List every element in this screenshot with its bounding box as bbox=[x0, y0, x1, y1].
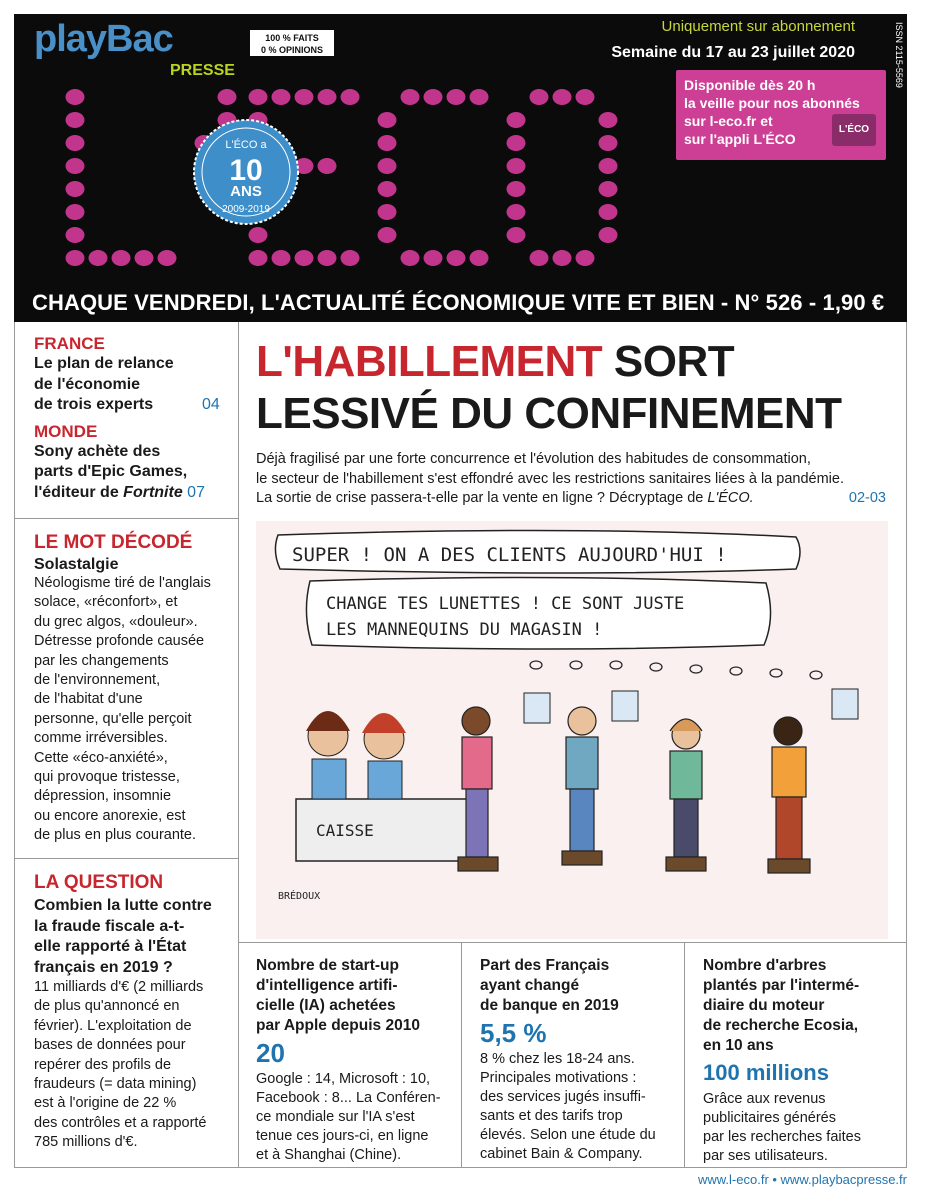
masthead bbox=[14, 14, 907, 322]
title-dot bbox=[89, 250, 108, 266]
title-dot bbox=[295, 89, 314, 105]
title-dot bbox=[272, 89, 291, 105]
title-dot bbox=[424, 250, 443, 266]
stat-question bbox=[256, 956, 454, 1036]
title-dot bbox=[249, 227, 268, 243]
subscription-note: Uniquement sur abonnement bbox=[661, 18, 855, 35]
title-dot bbox=[424, 89, 443, 105]
title-dot bbox=[318, 89, 337, 105]
title-dot bbox=[66, 158, 85, 174]
sidebar-question bbox=[34, 872, 234, 1153]
title-dot bbox=[447, 89, 466, 105]
answer-line: fraudeurs (= data mining) bbox=[34, 1076, 197, 1093]
stat-box-apple bbox=[256, 956, 454, 1165]
promo-line: sur l'appli L'ÉCO bbox=[684, 131, 796, 147]
answer-line: 11 milliards d'€ (2 milliards bbox=[34, 979, 204, 995]
france-headline-line: de trois experts 04 bbox=[34, 395, 234, 416]
france-page-number: 04 bbox=[202, 396, 220, 413]
stat-detail-line: par ses utilisateurs. bbox=[703, 1148, 828, 1164]
answer-line: février). L'exploitation de bbox=[34, 1017, 192, 1034]
title-dot bbox=[576, 250, 595, 266]
title-dot bbox=[66, 227, 85, 243]
stat-box-bank bbox=[480, 956, 678, 1164]
answer-line: de plus qu'annoncé en bbox=[34, 998, 180, 1015]
sidebar-divider bbox=[14, 518, 238, 519]
title-dot bbox=[66, 135, 85, 151]
promo-line: la veille pour nos abonnés bbox=[684, 95, 860, 111]
title-dot bbox=[378, 227, 397, 243]
answer-line: bases de données pour bbox=[34, 1037, 186, 1054]
title-dot bbox=[66, 181, 85, 197]
stat-detail-line: Grâce aux revenus bbox=[703, 1091, 826, 1107]
stat-value: 100 millions bbox=[703, 1060, 829, 1085]
promo-box[interactable] bbox=[676, 70, 886, 160]
monde-headline-line: parts d'Epic Games, bbox=[34, 463, 188, 480]
france-headline-line: Le plan de relance bbox=[34, 355, 174, 372]
stat-value: 20 bbox=[256, 1038, 285, 1068]
stat-question bbox=[480, 956, 678, 1016]
issn-label bbox=[891, 22, 905, 110]
title-dot bbox=[66, 112, 85, 128]
stats-divider bbox=[238, 942, 907, 943]
mot-definition-line: par les changements bbox=[34, 652, 169, 669]
sidebar-france[interactable] bbox=[34, 334, 234, 503]
badge-unit: ANS bbox=[230, 183, 262, 200]
bubble-1-text: SUPER ! ON A DES CLIENTS AUJOURD'HUI ! bbox=[292, 544, 727, 566]
sidebar-mot-decode bbox=[34, 532, 234, 846]
stat-detail-line: et à Shanghai (Chine). bbox=[256, 1147, 402, 1163]
bubble-2-line2: LES MANNEQUINS DU MAGASIN ! bbox=[326, 620, 603, 640]
stat-question-line: ayant changé bbox=[480, 977, 580, 994]
title-dot bbox=[553, 89, 572, 105]
title-dot bbox=[249, 89, 268, 105]
stat-detail-line: Principales motivations : bbox=[480, 1070, 637, 1086]
question-line: Combien la lutte contre bbox=[34, 897, 212, 914]
caisse-label: CAISSE bbox=[316, 821, 374, 840]
faits-line: 100 % FAITS bbox=[265, 33, 319, 43]
stat-question-line: Nombre de start-up bbox=[256, 957, 399, 974]
title-dot bbox=[66, 89, 85, 105]
title-dot bbox=[507, 227, 526, 243]
question-line: elle rapporté à l'État bbox=[34, 938, 187, 955]
france-headline-line: de l'économie bbox=[34, 375, 141, 393]
monde-page-number: 07 bbox=[187, 483, 205, 501]
title-dot bbox=[507, 181, 526, 197]
title-dot bbox=[470, 89, 489, 105]
monde-label: MONDE bbox=[34, 421, 98, 441]
mot-definition-line: de l'habitat d'une bbox=[34, 691, 143, 708]
title-dot bbox=[272, 250, 291, 266]
stats-column-divider bbox=[461, 942, 462, 1168]
title-dot bbox=[378, 135, 397, 151]
title-dot bbox=[66, 250, 85, 266]
column-divider bbox=[238, 322, 239, 1168]
faits-opinions-box bbox=[250, 30, 334, 56]
badge-years: 2009-2019 bbox=[222, 204, 270, 215]
title-dot bbox=[318, 158, 337, 174]
question-label: LA QUESTION bbox=[34, 872, 164, 893]
stat-question-line: plantés par l'intermé- bbox=[703, 977, 860, 994]
stat-question-line: en 10 ans bbox=[703, 1037, 774, 1054]
title-dot bbox=[401, 89, 420, 105]
mot-decode-word: Solastalgie bbox=[34, 556, 119, 573]
title-dot bbox=[341, 89, 360, 105]
mot-definition-line: de l'environnement, bbox=[34, 672, 161, 689]
title-dot bbox=[599, 227, 618, 243]
title-dot bbox=[135, 250, 154, 266]
stat-question-line: Part des Français bbox=[480, 957, 610, 974]
stat-detail bbox=[480, 1050, 678, 1164]
stat-detail-line: cabinet Bain & Company. bbox=[480, 1146, 643, 1162]
stat-detail bbox=[703, 1090, 901, 1166]
title-dot bbox=[218, 89, 237, 105]
stat-detail-line: par les recherches faites bbox=[703, 1129, 861, 1145]
title-dot bbox=[530, 89, 549, 105]
title-dot bbox=[599, 204, 618, 220]
title-dot bbox=[378, 112, 397, 128]
stat-question-line: de banque en 2019 bbox=[480, 997, 619, 1014]
main-headline[interactable] bbox=[256, 336, 842, 440]
mot-definition-line: Détresse profonde causée bbox=[34, 633, 205, 650]
opinions-line: 0 % OPINIONS bbox=[260, 45, 323, 55]
badge-number: 10 bbox=[229, 154, 263, 187]
title-dot bbox=[507, 158, 526, 174]
title-dot bbox=[576, 89, 595, 105]
title-dot-matrix bbox=[64, 86, 664, 286]
stat-detail bbox=[256, 1070, 454, 1165]
promo-line: Disponible dès 20 h bbox=[684, 77, 816, 93]
question-line: français en 2019 ? bbox=[34, 958, 173, 976]
mot-definition-line: Néologisme tiré de l'anglais bbox=[34, 575, 211, 591]
answer-line: 785 millions d'€. bbox=[34, 1134, 138, 1151]
monde-headline-line: l'éditeur de Fortnite 07 bbox=[34, 483, 205, 501]
mot-definition-line: solace, «réconfort», et bbox=[34, 594, 178, 611]
title-dot bbox=[158, 250, 177, 266]
title-dot bbox=[507, 135, 526, 151]
monde-headline-line: Sony achète des bbox=[34, 442, 161, 460]
mot-definition-line: qui provoque tristesse, bbox=[34, 769, 180, 786]
intro-text bbox=[256, 450, 896, 509]
cartoon-drawing bbox=[256, 521, 888, 939]
bubble-2-line1: CHANGE TES LUNETTES ! CE SONT JUSTE bbox=[326, 594, 685, 614]
anniversary-badge bbox=[192, 118, 300, 226]
stat-detail-line: élevés. Selon une étude du bbox=[480, 1127, 656, 1143]
stat-value: 5,5 % bbox=[480, 1018, 547, 1048]
cartoon-illustration bbox=[256, 521, 888, 939]
stat-detail-line: des services jugés insuffi- bbox=[480, 1089, 646, 1105]
stat-detail-line: ce mondiale sur l'IA s'est bbox=[256, 1109, 415, 1125]
intro-line: La sortie de crise passera-t-elle par la vente en ligne ? Décryptage de L'ÉCO. 02-03 bbox=[256, 489, 896, 509]
title-dot bbox=[112, 250, 131, 266]
question-line: la fraude fiscale a-t- bbox=[34, 917, 185, 935]
stat-detail-line: publicitaires générés bbox=[703, 1110, 836, 1126]
france-label: FRANCE bbox=[34, 334, 105, 353]
title-dot bbox=[470, 250, 489, 266]
title-dot bbox=[341, 250, 360, 266]
answer-line: repérer des profils de bbox=[34, 1056, 172, 1073]
stat-detail-line: sants et des tarifs trop bbox=[480, 1108, 623, 1124]
title-dot bbox=[599, 158, 618, 174]
stat-question-line: Nombre d'arbres bbox=[703, 957, 827, 974]
title-dot bbox=[530, 250, 549, 266]
title-dot bbox=[553, 250, 572, 266]
fortnite-italic: Fortnite bbox=[123, 483, 183, 501]
left-border bbox=[14, 322, 15, 1168]
badge-top-text: L'ÉCO a bbox=[225, 139, 267, 151]
title-dot bbox=[249, 250, 268, 266]
playbac-presse-label: PRESSE bbox=[170, 62, 235, 79]
leco-app-icon[interactable]: L'ÉCO bbox=[832, 114, 876, 146]
title-dot bbox=[378, 181, 397, 197]
title-dot bbox=[295, 250, 314, 266]
title-dot bbox=[401, 250, 420, 266]
stat-detail-line: Google : 14, Microsoft : 10, bbox=[256, 1071, 431, 1087]
stat-question-line: cielle (IA) achetées bbox=[256, 997, 396, 1014]
title-dot bbox=[507, 112, 526, 128]
cartoon-signature: BRÉDOUX bbox=[278, 891, 321, 902]
stat-detail-line: 8 % chez les 18-24 ans. bbox=[480, 1051, 635, 1067]
title-dot bbox=[599, 181, 618, 197]
stat-box-ecosia bbox=[703, 956, 901, 1166]
title-dot bbox=[378, 204, 397, 220]
question-text bbox=[34, 896, 234, 978]
stat-detail-line: tenue ces jours-ci, en ligne bbox=[256, 1128, 429, 1144]
intro-italic: L'ÉCO. bbox=[707, 490, 754, 506]
answer-line: des contrôles et a rapporté bbox=[34, 1114, 207, 1131]
mot-definition-line: ou encore anorexie, est bbox=[34, 807, 186, 824]
title-dot bbox=[447, 250, 466, 266]
issn-text: ISSN 2115-5569 bbox=[894, 22, 904, 88]
title-dot bbox=[507, 204, 526, 220]
stat-question bbox=[703, 956, 901, 1056]
playbac-logo: playBac bbox=[34, 18, 173, 60]
title-dot bbox=[378, 158, 397, 174]
mot-definition-line: de plus en plus courante. bbox=[34, 827, 197, 844]
mot-definition-line: comme irréversibles. bbox=[34, 730, 168, 747]
footer-links[interactable]: www.l-eco.fr • www.playbacpresse.fr bbox=[697, 1172, 907, 1187]
issue-week: Semaine du 17 au 23 juillet 2020 bbox=[611, 44, 855, 61]
stat-question-line: de recherche Ecosia, bbox=[703, 1017, 859, 1034]
mot-definition-line: du grec algos, «douleur». bbox=[34, 613, 198, 630]
mot-definition-line: personne, qu'elle perçoit bbox=[34, 710, 192, 727]
tagline: CHAQUE VENDREDI, L'ACTUALITÉ ÉCONOMIQUE VITE ET BIEN - N° 526 - 1,90 € bbox=[32, 290, 885, 315]
title-dot bbox=[599, 112, 618, 128]
stat-detail-line: Facebook : 8... La Conféren- bbox=[256, 1090, 441, 1106]
answer-text bbox=[34, 978, 234, 1153]
stats-column-divider bbox=[684, 942, 685, 1168]
mot-definition-line: Cette «éco-anxiété», bbox=[34, 749, 168, 766]
stat-question-line: par Apple depuis 2010 bbox=[256, 1017, 420, 1034]
intro-page-number: 02-03 bbox=[848, 490, 886, 506]
stat-question-line: d'intelligence artifi- bbox=[256, 977, 398, 994]
right-border bbox=[906, 322, 907, 1168]
mot-decode-definition bbox=[34, 574, 234, 846]
mot-definition-line: dépression, insomnie bbox=[34, 788, 172, 805]
stat-question-line: diaire du moteur bbox=[703, 997, 825, 1014]
intro-line: Déjà fragilisé par une forte concurrence et l'évolution des habitudes de consommation, bbox=[256, 451, 811, 467]
title-dot bbox=[318, 250, 337, 266]
sidebar-divider bbox=[14, 858, 238, 859]
headline-red: L'HABILLEMENT bbox=[256, 337, 603, 386]
headline-rest: SORT bbox=[613, 337, 735, 386]
intro-line: le secteur de l'habillement s'est effondré avec les restrictions sanitaires liées à la pandémie. bbox=[256, 470, 844, 487]
promo-line: sur l-eco.fr et bbox=[684, 113, 773, 129]
mot-decode-label: LE MOT DÉCODÉ bbox=[34, 532, 193, 553]
answer-line: est à l'origine de 22 % bbox=[34, 1095, 177, 1112]
title-dot bbox=[599, 135, 618, 151]
headline-line2: LESSIVÉ DU CONFINEMENT bbox=[256, 389, 842, 438]
title-dot bbox=[66, 204, 85, 220]
